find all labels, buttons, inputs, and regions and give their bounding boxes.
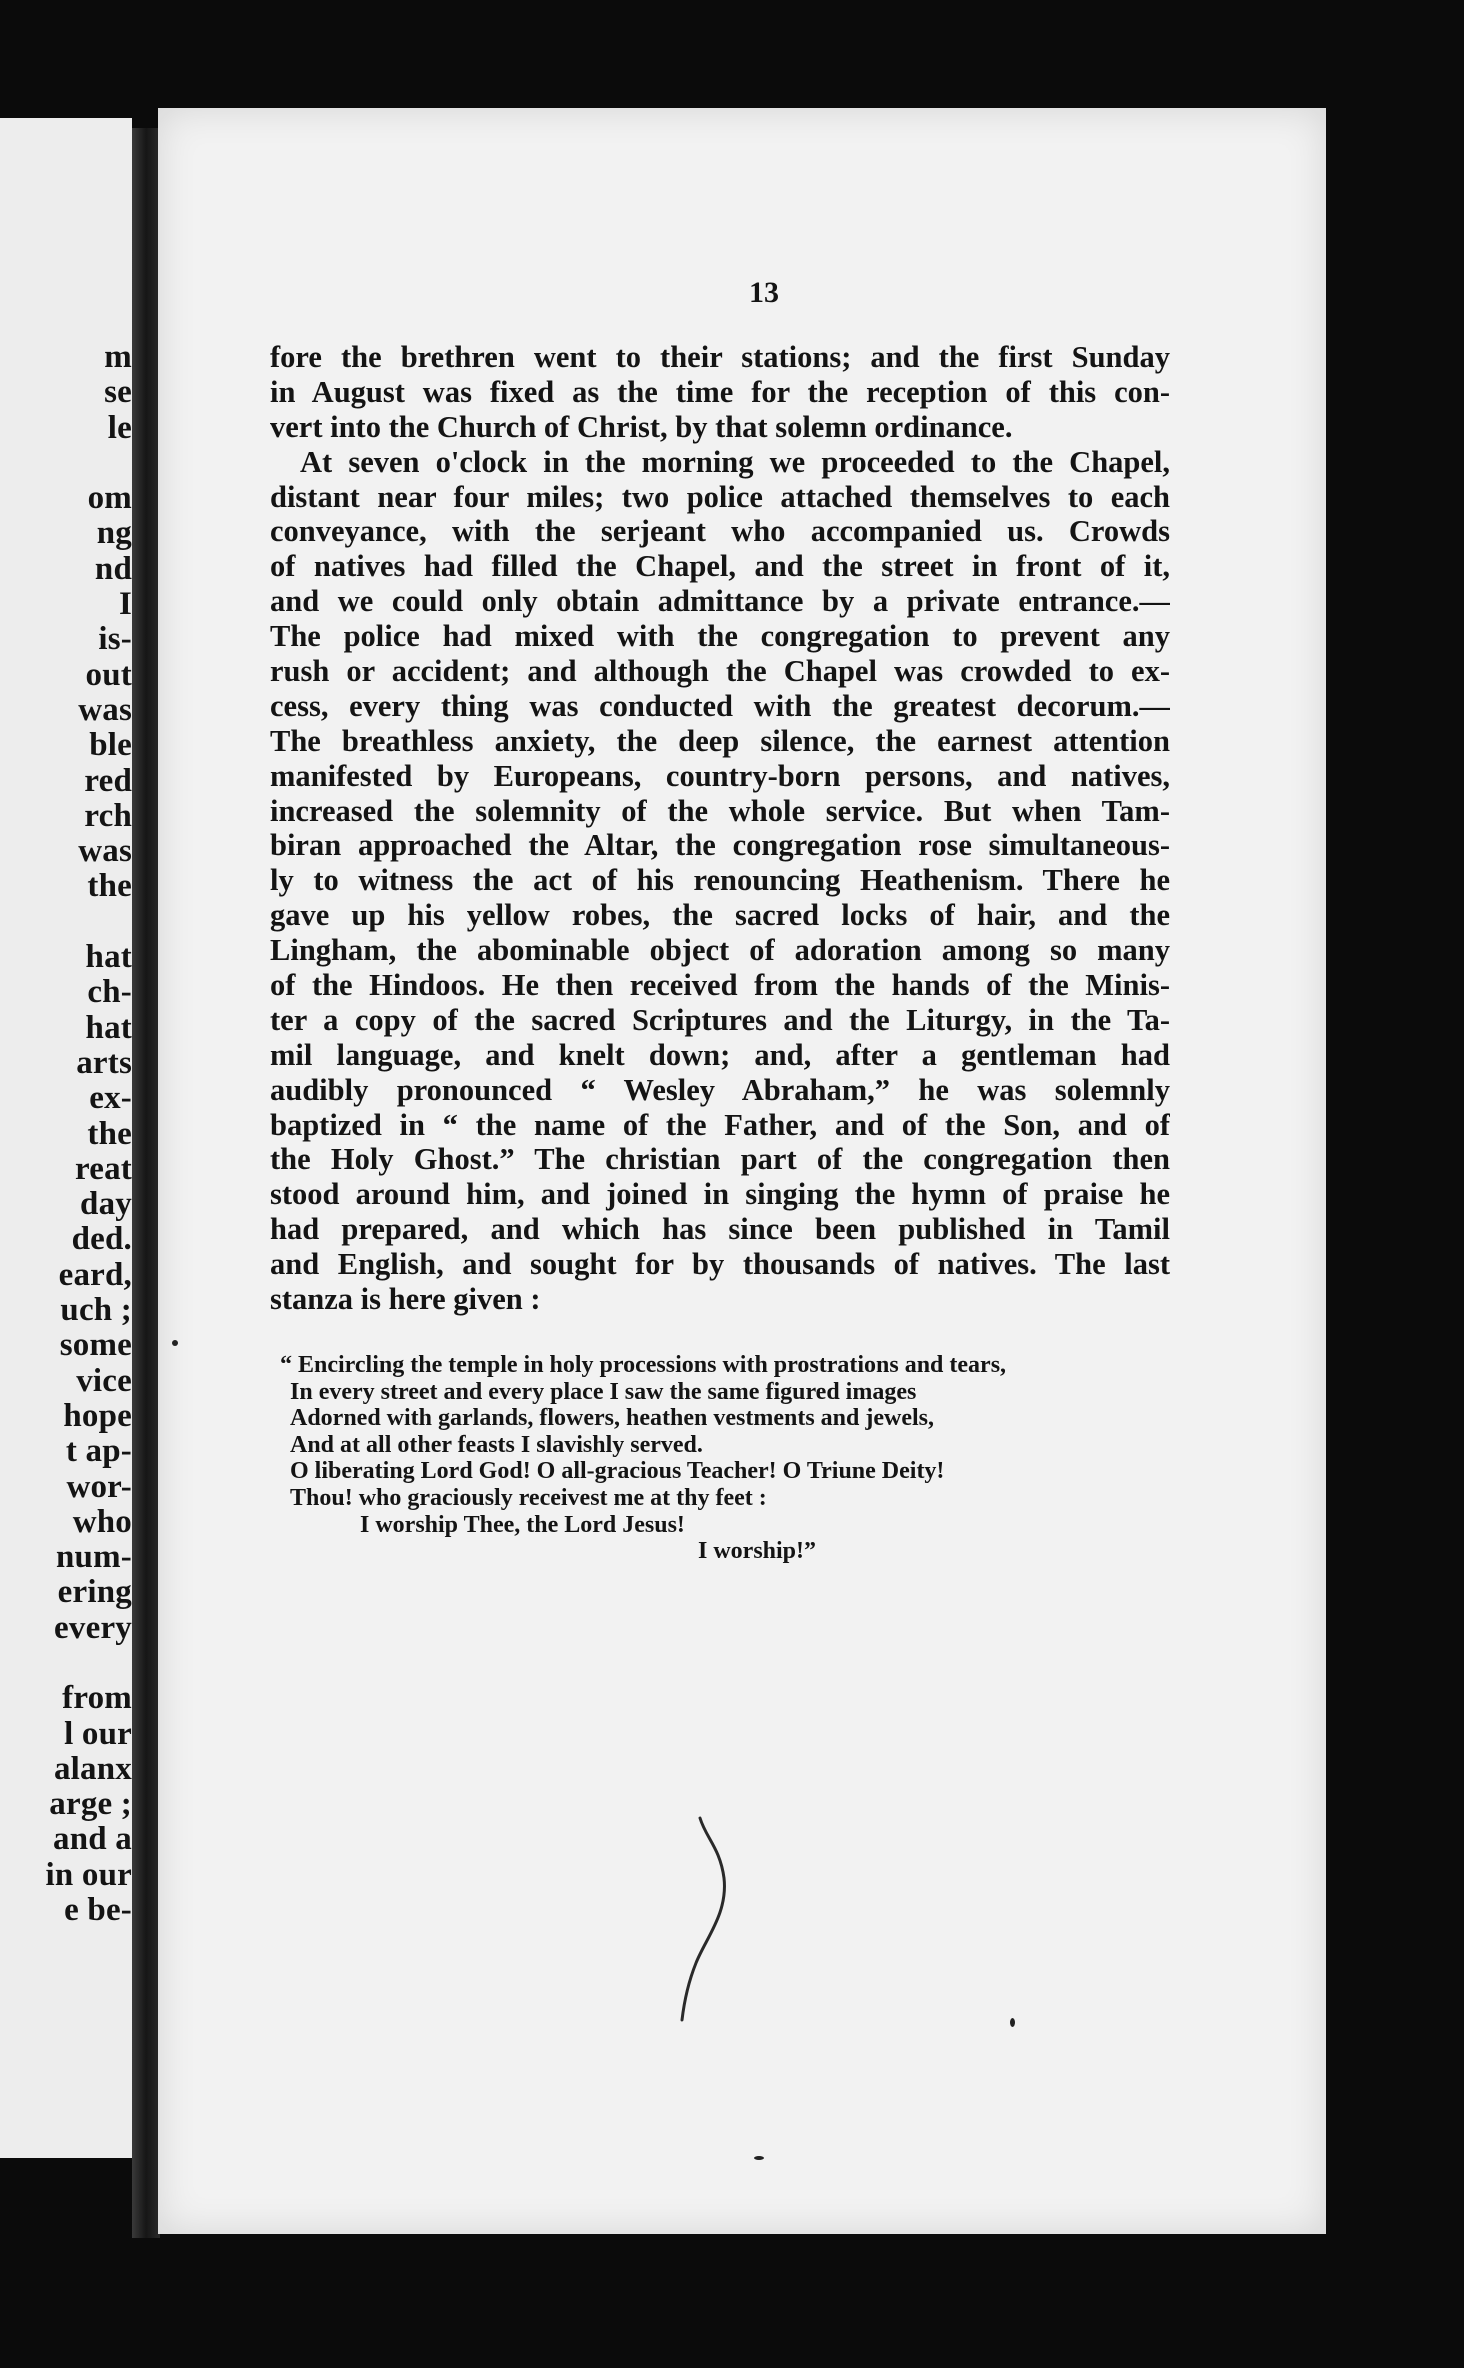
left-page-fragment	[0, 118, 132, 2158]
text-line: vert into the Church of Christ, by that solemn ordinance.	[270, 409, 1013, 444]
text-line: and we could only obtain admittance by a private entrance.—	[270, 584, 1170, 619]
poem-line: Adorned with garlands, flowers, heathen vestments and jewels,	[290, 1405, 934, 1432]
poem-line: Thou! who graciously receivest me at thy feet :	[290, 1484, 767, 1511]
text-line: in August was fixed as the time for the reception of this con-	[270, 374, 1170, 409]
left-page-fragment-line	[0, 446, 132, 481]
speck	[1010, 2018, 1015, 2027]
poem-line: And at all other feasts I slavishly served.	[290, 1431, 703, 1458]
poem-line: I worship Thee, the Lord Jesus!	[360, 1511, 685, 1538]
left-page-fragment-line: num-	[56, 1539, 132, 1576]
left-page-fragment-line: eard,	[58, 1256, 132, 1293]
speck	[172, 1340, 178, 1346]
left-page-fragment-line: hope	[63, 1397, 132, 1434]
left-page-fragment-line: from	[62, 1680, 132, 1717]
text-line: The police had mixed with the congregation to prevent any	[270, 619, 1170, 654]
text-line: The breathless anxiety, the deep silence, the earnest attention	[270, 723, 1170, 758]
left-page-fragment-line	[0, 1646, 132, 1681]
left-page-fragment-line: l our	[64, 1715, 132, 1752]
text-line: mil language, and knelt down; and, after a gentleman had	[270, 1037, 1170, 1072]
body-paragraphs	[270, 340, 1170, 1317]
left-page-fragment-line: the	[87, 1115, 132, 1152]
left-page-fragment-line: se	[104, 374, 132, 411]
left-page-fragment-line: was	[78, 691, 132, 728]
right-page	[158, 108, 1326, 2234]
left-page-fragment-line: e be-	[64, 1892, 132, 1929]
text-line: cess, every thing was conducted with the greatest decorum.—	[270, 688, 1170, 723]
text-line: baptized in “ the name of the Father, and of the Son, and of	[270, 1107, 1170, 1142]
left-page-fragment-line: day	[80, 1186, 132, 1223]
text-line: fore the brethren went to their stations; and the first Sunday	[270, 340, 1170, 374]
left-page-fragment-line: hat	[85, 939, 132, 976]
text-line: stood around him, and joined in singing the hymn of praise he	[270, 1177, 1170, 1212]
left-page-fragment-line: the	[87, 868, 132, 905]
left-page-fragment-line: every	[54, 1609, 132, 1646]
binding-gutter	[132, 128, 160, 2238]
text-line: ter a copy of the sacred Scriptures and the Liturgy, in the Ta-	[270, 1002, 1170, 1037]
text-line: distant near four miles; two police attached themselves to each	[270, 479, 1170, 514]
left-page-fragment-line: ng	[96, 515, 132, 552]
left-page-fragment-line: is-	[98, 621, 132, 658]
text-line: had prepared, and which has since been published in Tamil	[270, 1212, 1170, 1247]
left-page-fragment-line: ded.	[71, 1221, 132, 1258]
left-page-fragment-line: I	[118, 586, 132, 623]
left-page-fragment-line: wor-	[66, 1468, 132, 1505]
text-line: of the Hindoos. He then received from the hands of the Minis-	[270, 968, 1170, 1003]
left-page-fragment-line: ex-	[89, 1080, 132, 1117]
left-page-fragment-line: uch ;	[60, 1292, 132, 1329]
left-page-fragment-line: hat	[85, 1009, 132, 1046]
speck	[754, 2156, 764, 2160]
text-line: ly to witness the act of his renouncing Heathenism. There he	[270, 863, 1170, 898]
poem-line: “ Encircling the temple in holy processions with prostrations and tears,	[280, 1352, 1007, 1378]
hymn-stanza	[280, 1352, 1160, 1565]
left-page-fragment-line: some	[59, 1327, 132, 1364]
left-page-fragment-line: t ap-	[65, 1433, 132, 1470]
poem-line: O liberating Lord God! O all-gracious Teacher! O Triune Deity!	[290, 1458, 945, 1485]
text-line: of natives had filled the Chapel, and the street in front of it,	[270, 549, 1170, 584]
text-line: manifested by Europeans, country-born persons, and natives,	[270, 758, 1170, 793]
left-page-fragment-line: m	[104, 339, 132, 375]
text-line: the Holy Ghost.” The christian part of the congregation then	[270, 1142, 1170, 1177]
left-page-fragment-line: alanx	[53, 1750, 132, 1787]
pencil-bracket-mark	[658, 1808, 748, 2028]
left-page-fragment-line: le	[107, 409, 132, 446]
left-page-fragment-line: ering	[57, 1574, 132, 1611]
left-page-fragment-line: and a	[53, 1821, 132, 1858]
left-page-fragment-line: in our	[45, 1856, 132, 1893]
left-page-fragment-line: arts	[76, 1044, 132, 1081]
poem-line: In every street and every place I saw the same figured images	[290, 1378, 917, 1405]
page-number: 13	[749, 276, 779, 309]
text-line: rush or accident; and although the Chapel was crowded to ex-	[270, 654, 1170, 689]
left-page-fragment-line: who	[72, 1503, 132, 1540]
left-page-fragment-line: was	[78, 833, 132, 870]
left-page-fragment-line: ble	[89, 727, 132, 764]
text-line: and English, and sought for by thousands of natives. The last	[270, 1247, 1170, 1282]
text-line: Lingham, the abominable object of adoration among so many	[270, 933, 1170, 968]
left-page-fragment-line: reat	[75, 1150, 132, 1187]
left-page-fragment-line: nd	[94, 550, 132, 587]
text-line: gave up his yellow robes, the sacred locks of hair, and the	[270, 898, 1170, 933]
left-page-fragment-line	[0, 905, 132, 940]
text-line: conveyance, with the serjeant who accompanied us. Crowds	[270, 514, 1170, 549]
poem-line: I worship!”	[698, 1538, 817, 1565]
left-page-fragment-line: red	[84, 762, 132, 799]
text-line: biran approached the Altar, the congregation rose simultaneous-	[270, 828, 1170, 863]
left-page-fragment-line: rch	[84, 797, 132, 834]
left-page-fragment-line: out	[85, 656, 132, 693]
text-line: stanza is here given :	[270, 1282, 541, 1317]
text-line: At seven o'clock in the morning we proceeded to the Chapel,	[300, 444, 1170, 479]
left-page-fragment-line: om	[87, 480, 132, 517]
left-page-fragment-line: vice	[76, 1362, 132, 1399]
left-page-fragment-line: arge ;	[49, 1786, 132, 1823]
text-line: increased the solemnity of the whole service. But when Tam-	[270, 793, 1170, 828]
left-page-text-column	[0, 340, 132, 1928]
left-page-fragment-line: ch-	[87, 974, 132, 1011]
text-line: audibly pronounced “ Wesley Abraham,” he was solemnly	[270, 1072, 1170, 1107]
